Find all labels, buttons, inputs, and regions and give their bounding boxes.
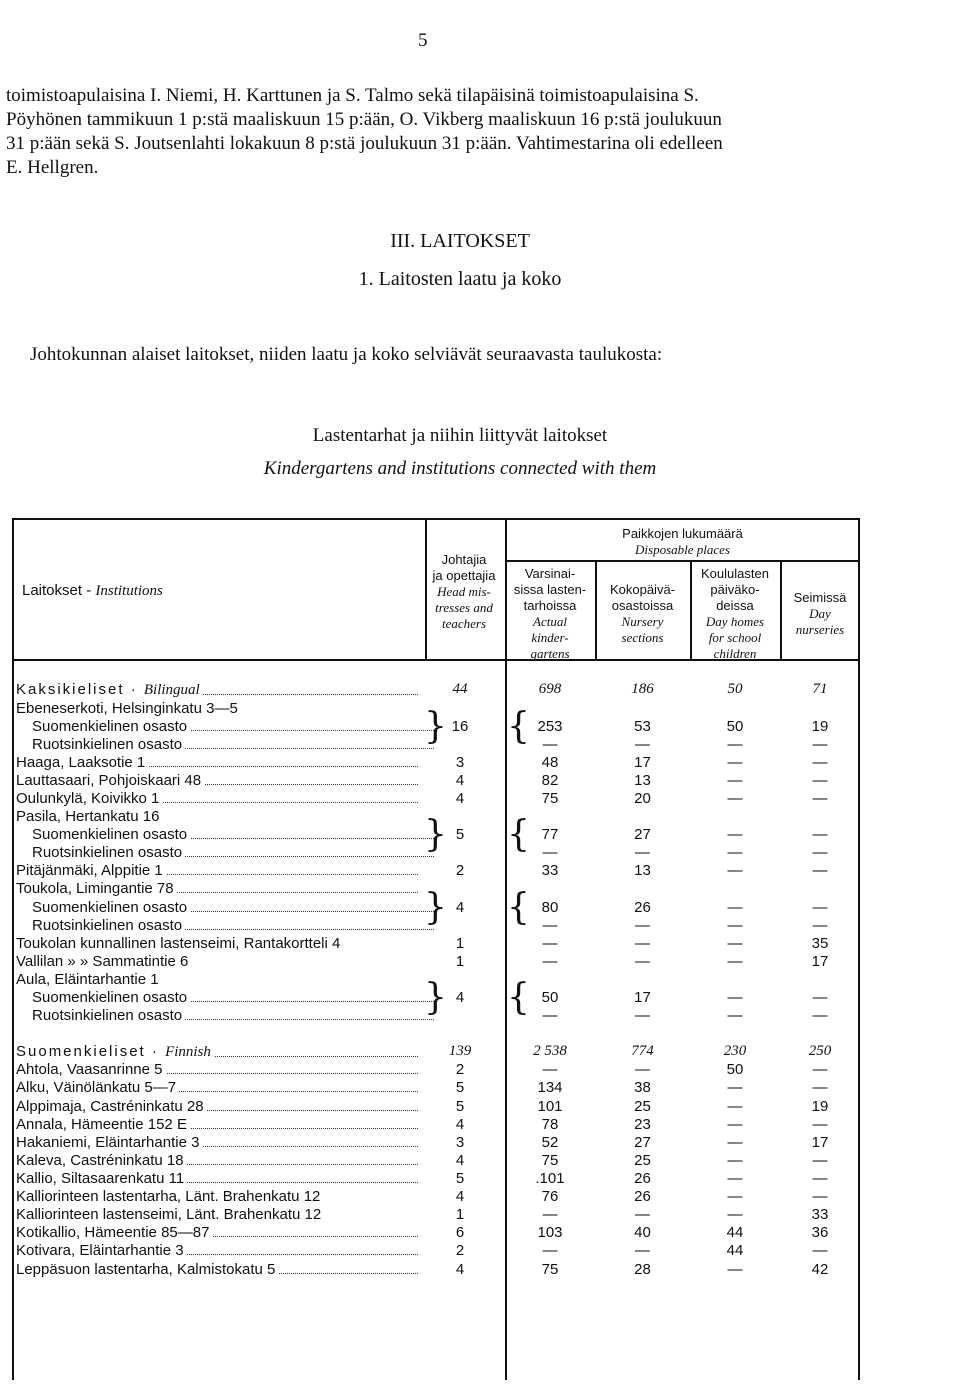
cell-nursery: — — [635, 1242, 650, 1259]
cell-teachers: 4 — [455, 899, 465, 916]
table-group-row — [0, 1043, 960, 1061]
cell-day-homes: — — [727, 1170, 743, 1187]
cell-kindergartens: — — [542, 1061, 558, 1078]
row-label: Toukola, Limingantie 78 — [16, 880, 422, 897]
cell-kindergartens: — — [542, 736, 558, 753]
brace: } — [424, 706, 447, 747]
cell-teachers: 4 — [455, 1261, 465, 1278]
paragraph-line: 31 p:ään sekä S. Joutsenlahti lokakuun 8 p:stä joulukuun 31 p:ään. Vahtimestarina oli edelleen — [6, 133, 723, 154]
cell-teachers: 5 — [455, 1079, 465, 1096]
row-label: Kallio, Siltasaarenkatu 11 — [16, 1170, 422, 1187]
cell-nursery: 13 — [634, 862, 651, 879]
cell-teachers: 139 — [448, 1043, 472, 1059]
brace: } — [424, 977, 447, 1018]
row-label: Aula, Eläintarhantie 1 — [16, 971, 422, 988]
row-label: Alku, Väinölänkatu 5—7 — [16, 1079, 422, 1096]
table-title-en: Kindergartens and institutions connected with them — [263, 458, 657, 479]
row-label: Annala, Hämeentie 152 E — [16, 1116, 422, 1133]
cell-nursery: 28 — [634, 1261, 651, 1278]
cell-teachers: 4 — [455, 1116, 465, 1133]
row-label: Suomenkielinen osasto — [32, 826, 438, 843]
row-label: Ruotsinkielinen osasto — [32, 917, 438, 934]
cell-kindergartens: 75 — [541, 790, 559, 807]
cell-day-nurseries: — — [812, 1170, 828, 1187]
table-row — [0, 1061, 960, 1079]
cell-day-homes: 50 — [726, 718, 744, 735]
cell-teachers: 6 — [455, 1224, 465, 1241]
cell-teachers: 5 — [455, 1170, 465, 1187]
cell-nursery: 186 — [631, 681, 654, 697]
cell-day-homes: — — [727, 1007, 743, 1024]
table-title: Lastentarhat ja niihin liittyvät laitokset — [312, 425, 608, 446]
cell-day-homes: — — [727, 989, 743, 1006]
cell-nursery: 25 — [634, 1098, 651, 1115]
cell-nursery: 26 — [634, 899, 651, 916]
table-row — [0, 1134, 960, 1152]
cell-nursery: 26 — [634, 1170, 651, 1187]
cell-day-nurseries: 42 — [811, 1261, 829, 1278]
table-row — [0, 754, 960, 772]
cell-day-homes: — — [727, 899, 743, 916]
cell-nursery: — — [635, 1206, 650, 1223]
row-label: Ruotsinkielinen osasto — [32, 736, 438, 753]
row-label: Kalliorinteen lastenseimi, Länt. Brahenkatu 12 — [16, 1206, 422, 1223]
cell-kindergartens: — — [542, 935, 558, 952]
table-row — [0, 1188, 960, 1206]
cell-nursery: 20 — [634, 790, 651, 807]
cell-day-nurseries: — — [812, 1079, 828, 1096]
row-label: Suomenkielinen osasto — [32, 899, 438, 916]
table-top-rule — [12, 518, 860, 520]
cell-nursery: — — [635, 1007, 650, 1024]
cell-day-nurseries: — — [812, 917, 828, 934]
cell-day-homes: — — [727, 844, 743, 861]
table-row — [0, 1261, 960, 1279]
cell-kindergartens: — — [542, 844, 558, 861]
row-label: Vallilan » » Sammatintie 6 — [16, 953, 422, 970]
table-row — [0, 844, 960, 862]
row-label: Suomenkielinen osasto — [32, 989, 438, 1006]
cell-day-nurseries: — — [812, 899, 828, 916]
cell-nursery: — — [635, 953, 650, 970]
cell-day-nurseries: 35 — [811, 935, 829, 952]
row-label: Pitäjänmäki, Alppitie 1 — [16, 862, 422, 879]
cell-kindergartens: 76 — [541, 1188, 559, 1205]
table-row — [0, 1079, 960, 1097]
cell-day-nurseries: — — [812, 1188, 828, 1205]
brace: } — [424, 887, 447, 928]
table-row — [0, 772, 960, 790]
cell-teachers: 4 — [455, 989, 465, 1006]
row-label: Toukolan kunnallinen lastenseimi, Rantakortteli 4 — [16, 935, 422, 952]
cell-teachers: 3 — [455, 1134, 465, 1151]
table-row — [0, 1170, 960, 1188]
cell-nursery: — — [635, 844, 650, 861]
header-day-nurseries: Seimissä Day nurseries — [793, 590, 847, 637]
section-title: III. LAITOKSET — [390, 230, 530, 252]
table-row — [0, 1007, 960, 1025]
cell-nursery: 27 — [634, 826, 651, 843]
places-rule — [505, 560, 860, 562]
cell-teachers: 16 — [451, 718, 469, 735]
cell-teachers: 2 — [455, 862, 465, 879]
cell-kindergartens: — — [542, 953, 558, 970]
cell-teachers: 4 — [455, 772, 465, 789]
cell-day-nurseries: — — [812, 736, 828, 753]
cell-day-nurseries: 17 — [811, 953, 829, 970]
cell-day-homes: — — [727, 1152, 743, 1169]
row-label: Alppimaja, Castréninkatu 28 — [16, 1098, 422, 1115]
cell-day-homes: — — [727, 953, 743, 970]
cell-day-homes: — — [727, 1134, 743, 1151]
cell-kindergartens: 77 — [541, 826, 559, 843]
cell-day-nurseries: — — [812, 1007, 828, 1024]
cell-kindergartens: 33 — [541, 862, 559, 879]
row-label: Lauttasaari, Pohjoiskaari 48 — [16, 772, 422, 789]
page-number: 5 — [418, 30, 428, 51]
cell-nursery: — — [635, 736, 650, 753]
table-row — [0, 971, 960, 989]
cell-day-nurseries: 19 — [811, 1098, 829, 1115]
cell-teachers: 5 — [455, 1098, 465, 1115]
row-label: Kalliorinteen lastentarha, Länt. Brahenkatu 12 — [16, 1188, 422, 1205]
table-row — [0, 736, 960, 754]
cell-kindergartens: — — [542, 1007, 558, 1024]
brace: { — [507, 887, 530, 928]
cell-kindergartens: 48 — [541, 754, 559, 771]
cell-day-nurseries: 19 — [811, 718, 829, 735]
row-label: Pasila, Hertankatu 16 — [16, 808, 422, 825]
cell-kindergartens: 75 — [541, 1261, 559, 1278]
cell-kindergartens: 75 — [541, 1152, 559, 1169]
table-row — [0, 862, 960, 880]
cell-day-nurseries: — — [812, 754, 828, 771]
table-row — [0, 953, 960, 971]
row-label: Suomenkielinen osasto — [32, 718, 438, 735]
row-label: Ahtola, Vaasanrinne 5 — [16, 1061, 422, 1078]
cell-day-nurseries: — — [812, 826, 828, 843]
cell-day-nurseries: — — [812, 1116, 828, 1133]
cell-day-homes: 50 — [726, 1061, 744, 1078]
table-row — [0, 808, 960, 826]
cell-teachers: 4 — [455, 1152, 465, 1169]
row-label: Ruotsinkielinen osasto — [32, 1007, 438, 1024]
table-row — [0, 1242, 960, 1260]
cell-teachers: 1 — [455, 1206, 465, 1223]
cell-kindergartens: 2 538 — [533, 1043, 567, 1059]
cell-day-homes: 50 — [727, 681, 743, 697]
cell-day-nurseries: — — [812, 772, 828, 789]
paragraph-line: E. Hellgren. — [6, 157, 99, 178]
header-places: Paikkojen lukumäärä Disposable places — [622, 526, 743, 557]
cell-kindergartens: 82 — [541, 772, 559, 789]
cell-day-homes: — — [727, 736, 743, 753]
cell-day-nurseries: — — [812, 989, 828, 1006]
row-label: Haaga, Laaksotie 1 — [16, 754, 422, 771]
brace: { — [507, 977, 530, 1018]
cell-day-nurseries: 71 — [812, 681, 828, 697]
cell-nursery: 27 — [634, 1134, 651, 1151]
cell-teachers: 2 — [455, 1242, 465, 1259]
cell-teachers: 2 — [455, 1061, 465, 1078]
cell-day-homes: 44 — [726, 1242, 744, 1259]
row-label: Leppäsuon lastentarha, Kalmistokatu 5 — [16, 1261, 422, 1278]
subsection-title: 1. Laitosten laatu ja koko — [358, 268, 562, 290]
header-head-mistresses: Johtajia ja opettajia Head mis- tresses and teachers — [432, 552, 496, 631]
cell-nursery: — — [635, 1061, 650, 1078]
table-row — [0, 917, 960, 935]
intro-text: Johtokunnan alaiset laitokset, niiden laatu ja koko selviävät seuraavasta taulukosta: — [30, 344, 663, 365]
cell-day-nurseries: 250 — [808, 1043, 832, 1059]
cell-nursery: — — [635, 917, 650, 934]
paragraph-line: toimistoapulaisina I. Niemi, H. Karttunen ja S. Talmo sekä tilapäisinä toimistoapulaisina S. — [6, 85, 699, 106]
cell-kindergartens: 52 — [541, 1134, 559, 1151]
row-label: Kaksikieliset · Bilingual — [16, 681, 422, 699]
cell-day-nurseries: 36 — [811, 1224, 829, 1241]
cell-day-homes: 230 — [723, 1043, 747, 1059]
cell-nursery: 26 — [634, 1188, 651, 1205]
table-row — [0, 1206, 960, 1224]
cell-nursery: 38 — [634, 1079, 651, 1096]
cell-teachers: 5 — [455, 826, 465, 843]
cell-teachers: 4 — [455, 790, 465, 807]
cell-day-homes: — — [727, 1116, 743, 1133]
cell-teachers: 1 — [455, 935, 465, 952]
cell-kindergartens: — — [542, 1242, 558, 1259]
table-row — [0, 935, 960, 953]
cell-day-homes: — — [727, 935, 743, 952]
row-label: Ebeneserkoti, Helsinginkatu 3—5 — [16, 700, 422, 717]
cell-nursery: 53 — [634, 718, 651, 735]
cell-nursery: 13 — [634, 772, 651, 789]
cell-kindergartens: 80 — [541, 899, 559, 916]
table-row — [0, 1098, 960, 1116]
cell-teachers: 3 — [455, 754, 465, 771]
table-row — [0, 700, 960, 718]
cell-teachers: 44 — [452, 681, 468, 697]
row-label: Ruotsinkielinen osasto — [32, 844, 438, 861]
row-label: Oulunkylä, Koivikko 1 — [16, 790, 422, 807]
cell-day-homes: — — [727, 1098, 743, 1115]
brace: { — [507, 814, 530, 855]
cell-day-nurseries: — — [812, 1061, 828, 1078]
table-row — [0, 1152, 960, 1170]
cell-day-homes: — — [727, 917, 743, 934]
cell-kindergartens: 101 — [537, 1098, 563, 1115]
cell-nursery: 23 — [634, 1116, 651, 1133]
cell-nursery: 17 — [634, 754, 651, 771]
row-label: Suomenkieliset · Finnish — [16, 1043, 422, 1061]
cell-kindergartens: — — [542, 1206, 558, 1223]
table-row — [0, 1116, 960, 1134]
cell-day-homes: — — [727, 826, 743, 843]
cell-kindergartens: 103 — [537, 1224, 563, 1241]
header-institutions: Laitokset - Institutions — [22, 582, 163, 599]
brace: { — [507, 706, 530, 747]
cell-day-homes: — — [727, 1261, 743, 1278]
cell-day-homes: — — [727, 1079, 743, 1096]
paragraph — [6, 84, 856, 180]
row-label: Hakaniemi, Eläintarhantie 3 — [16, 1134, 422, 1151]
cell-day-nurseries: — — [812, 790, 828, 807]
header-day-homes: Koululasten päiväko- deissa Day homes for school children — [701, 566, 769, 661]
table-row — [0, 880, 960, 898]
cell-day-homes: 44 — [726, 1224, 744, 1241]
cell-kindergartens: 253 — [537, 718, 563, 735]
row-label: Kotivara, Eläintarhantie 3 — [16, 1242, 422, 1259]
cell-nursery: 17 — [634, 989, 651, 1006]
cell-day-homes: — — [727, 1188, 743, 1205]
cell-day-homes: — — [727, 754, 743, 771]
cell-kindergartens: 50 — [541, 989, 559, 1006]
cell-day-nurseries: — — [812, 1152, 828, 1169]
cell-nursery: 40 — [634, 1224, 651, 1241]
row-label: Kotikallio, Hämeentie 85—87 — [16, 1224, 422, 1241]
cell-day-nurseries: — — [812, 844, 828, 861]
cell-kindergartens: 698 — [538, 681, 562, 697]
cell-day-homes: — — [727, 772, 743, 789]
header-nursery: Kokopäivä- osastoissa Nursery sections — [609, 582, 676, 645]
cell-day-nurseries: — — [812, 862, 828, 879]
cell-day-nurseries: 17 — [811, 1134, 829, 1151]
cell-kindergartens: 78 — [541, 1116, 559, 1133]
cell-teachers: 4 — [455, 1188, 465, 1205]
row-label: Kaleva, Castréninkatu 18 — [16, 1152, 422, 1169]
table-row — [0, 790, 960, 808]
cell-day-homes: — — [727, 1206, 743, 1223]
cell-day-nurseries: — — [812, 1242, 828, 1259]
table-group-row — [0, 681, 960, 699]
cell-day-nurseries: 33 — [811, 1206, 829, 1223]
cell-nursery: 25 — [634, 1152, 651, 1169]
brace: } — [424, 814, 447, 855]
table-row — [0, 1224, 960, 1242]
cell-day-homes: — — [727, 862, 743, 879]
cell-kindergartens: — — [542, 917, 558, 934]
cell-kindergartens: .101 — [535, 1170, 565, 1187]
header-kindergartens: Varsinai- sissa lasten- tarhoissa Actual kinder- gartens — [513, 566, 587, 661]
cell-nursery: 774 — [631, 1043, 654, 1059]
cell-kindergartens: 134 — [537, 1079, 563, 1096]
paragraph-line: Pöyhönen tammikuun 1 p:stä maaliskuun 15 p:ään, O. Vikberg maaliskuun 16 p:stä joulukuun — [6, 109, 722, 130]
cell-day-homes: — — [727, 790, 743, 807]
cell-nursery: — — [635, 935, 650, 952]
cell-teachers: 1 — [455, 953, 465, 970]
